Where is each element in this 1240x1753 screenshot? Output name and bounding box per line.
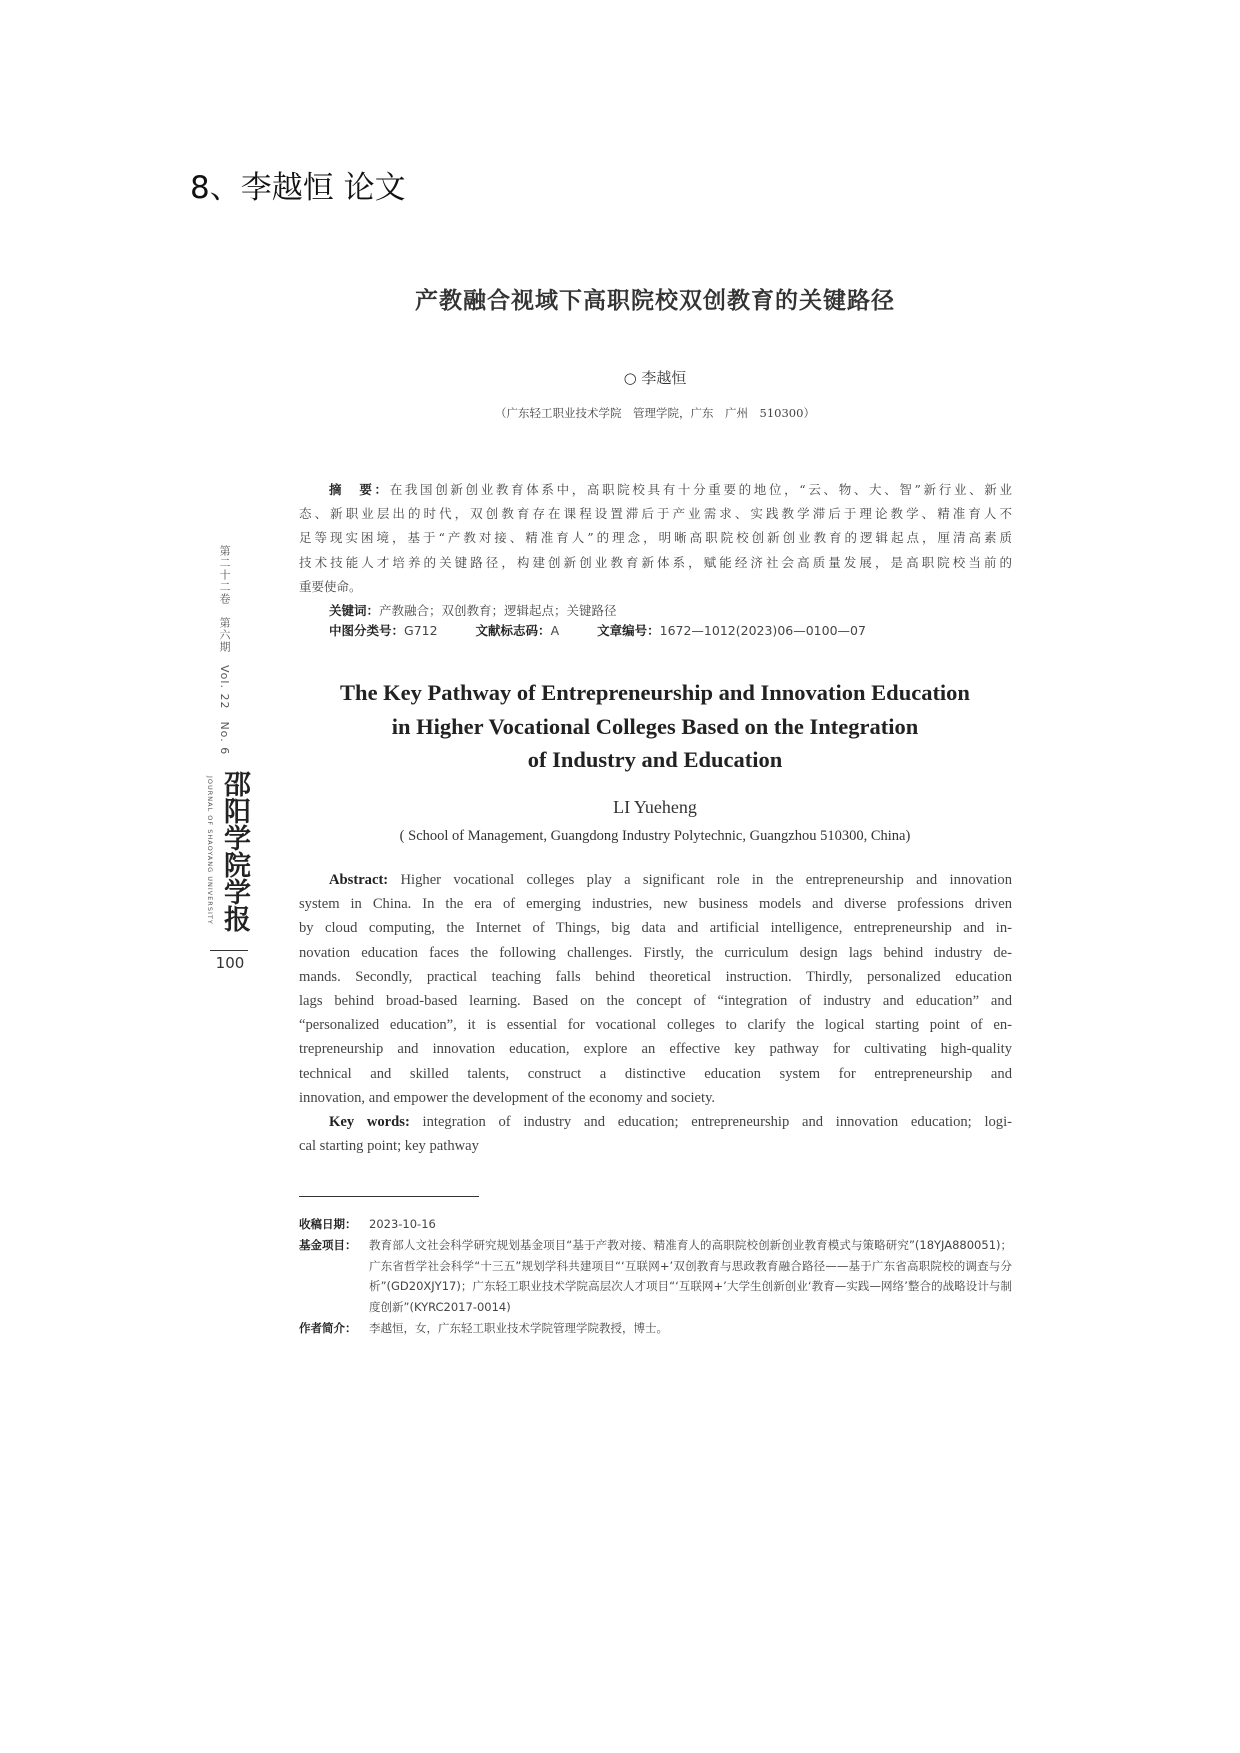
english-keywords-cont: cal starting point; key pathway	[299, 1138, 479, 1155]
journal-english-name: JOURNAL OF SHAOYANG UNIVERSITY	[206, 776, 214, 925]
section-heading: 8、李越恒 论文	[190, 170, 406, 206]
abstract-label: Abstract:	[329, 872, 389, 888]
english-title: The Key Pathway of Entrepreneurship and Innovation Education in Higher Vocational Colleges Based on the Integration of Industry and Education	[340, 680, 970, 772]
abstract-line: 足等现实困境，基于“产教对接、精准育人”的理念，明晰高职院校创新创业教育的逻辑起点，厘清高素质	[299, 530, 1012, 546]
abstract-line: lags behind broad-based learning. Based on the concept of “integration of industry and education” and	[299, 992, 1012, 1009]
abstract-line: 技术技能人才培养的关键路径，构建创新创业教育新体系，赋能经济社会高质量发展，是高职院校当前的	[299, 554, 1012, 570]
author-bio: 作者简介： 李越恒，女，广东轻工职业技术学院管理学院教授，博士。	[299, 1320, 668, 1335]
chinese-affiliation: （广东轻工职业技术学院 管理学院，广东 广州 510300）	[495, 406, 815, 420]
abstract-line: system in China. In the era of emerging industries, new business models and diverse professions driven	[299, 896, 1012, 913]
abstract-line: “personalized education”, it is essential for vocational colleges to clarify the logical starting point of en-	[299, 1017, 1012, 1034]
english-affiliation: ( School of Management, Guangdong Industry Polytechnic, Guangzhou 510300, China)	[399, 828, 911, 844]
volume-info: 第二十二卷 第六期 Vol. 22 No. 6	[218, 545, 231, 756]
english-keywords: Key words: integration of industry and education; entrepreneurship and innovation education; logi-	[329, 1113, 1012, 1130]
abstract-line: Abstract: Higher vocational colleges play a significant role in the entrepreneurship and innovation	[329, 872, 1012, 888]
classification-info: 中图分类号：G712 文献标志码：A 文章编号：1672—1012(2023)06—0100—07	[329, 623, 866, 638]
abstract-line: novation education faces the following challenges. Firstly, the curriculum design lags behind industry de-	[299, 944, 1012, 961]
abstract-label: 摘 要：	[329, 482, 390, 497]
abstract-line: 重要使命。	[299, 578, 362, 594]
abstract-line: 摘 要：在我国创新创业教育体系中，高职院校具有十分重要的地位，“云、物、大、智”新行业、新业	[329, 482, 1012, 497]
abstract-line: 态、新职业层出的时代，双创教育存在课程设置滞后于产业需求、实践教学滞后于理论教学、精准育人不	[299, 506, 1012, 522]
abstract-line: innovation, and empower the development of the economy and society.	[299, 1089, 716, 1106]
footnotes	[299, 1214, 1012, 1339]
abstract-line: by cloud computing, the Internet of Things, big data and artificial intelligence, entrepreneurship and in-	[299, 920, 1012, 937]
page-number: 100	[215, 954, 245, 972]
abstract-line: mands. Secondly, practical teaching falls behind theoretical instruction. Thirdly, personalized education	[299, 968, 1012, 985]
chinese-author: ○ 李越恒	[623, 369, 687, 387]
page-rule	[210, 950, 248, 951]
fund-project: 基金项目： 教育部人文社会科学研究规划基金项目“基于产教对接、精准育人的高职院校创新创业教育模式与策略研究”(18YJA880051)；广东省哲学社会科学“十三五”规划学科共建项目“‘互联网+’双创教育与思政教育融合路径——基于广东省高职院校的调查与分析”(GD20XJY17)；广东轻工职业技术学院高层次人才项目“‘互联网+’大学生创新创业‘教育—实践—网络’整合的战略设计与制度创新”(KYRC2017-0014)	[299, 1237, 1012, 1315]
received-date: 收稿日期： 2023-10-16	[299, 1217, 436, 1231]
footnote-divider	[299, 1196, 479, 1197]
english-abstract	[299, 868, 1012, 1158]
journal-name: 邵阳学院学报	[219, 770, 250, 932]
english-author: LI Yueheng	[613, 797, 697, 817]
chinese-title: 产教融合视域下高职院校双创教育的关键路径	[415, 288, 895, 314]
chinese-keywords: 关键词：产教融合；双创教育；逻辑起点；关键路径	[329, 602, 617, 618]
abstract-line: technical and skilled talents, construct a distinctive education system for entrepreneurship and	[299, 1065, 1012, 1082]
abstract-line: trepreneurship and innovation education, explore an effective key pathway for cultivating high-quality	[299, 1041, 1012, 1058]
chinese-abstract	[299, 478, 1012, 623]
